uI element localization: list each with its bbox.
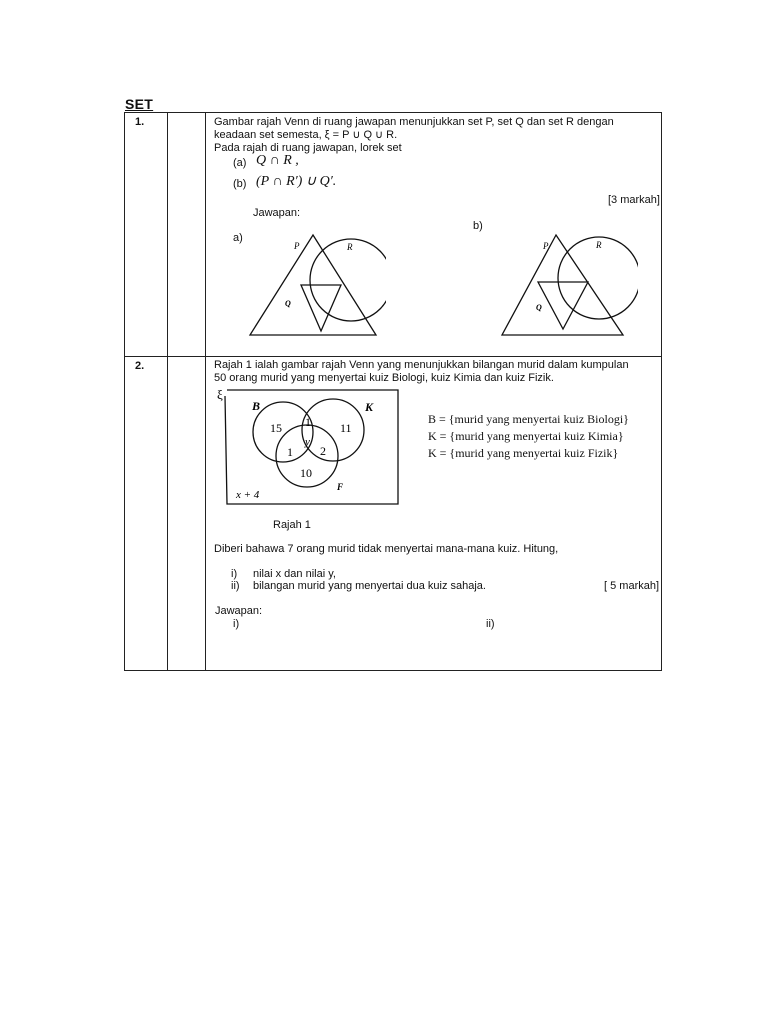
label-p: P (543, 241, 549, 251)
q2-item-i-label: i) (231, 568, 238, 580)
label-r: R (596, 240, 602, 250)
region-center: y (305, 436, 310, 448)
q2-line-2: 50 orang murid yang menyertai kuiz Biologi, kuiz Kimia dan kuiz Fizik. (214, 372, 554, 384)
question-2-content (206, 357, 662, 671)
q1-part-a-expression: Q ∩ R , (256, 153, 299, 168)
set-title: SET (125, 96, 154, 112)
label-q: Q (285, 299, 291, 308)
question-2-row (125, 357, 662, 671)
q2-jawapan-label: Jawapan: (215, 605, 263, 617)
q1-part-b-label: (b) (233, 178, 247, 190)
q2-line-1: Rajah 1 ialah gambar rajah Venn yang menunjukkan bilangan murid dalam kumpulan (214, 359, 629, 371)
venn-diagram-rajah-1 (216, 387, 406, 512)
label-r: R (347, 242, 353, 252)
question-2-marks-column (168, 357, 206, 671)
q1-part-b-expression: (P ∩ R′) ∪ Q′. (256, 174, 337, 189)
venn-diagram-a (246, 231, 386, 337)
region-b-f: 1 (287, 445, 293, 459)
triangle-q (538, 282, 588, 329)
q1-diagram-b-label: b) (473, 220, 483, 232)
q1-line-1: Gambar rajah Venn di ruang jawapan menunjukkan set P, set Q dan set R dengan (214, 116, 614, 128)
circle-b (253, 402, 313, 462)
q1-line-2: keadaan set semesta, ξ = P ∪ Q ∪ R. (214, 129, 398, 141)
q1-jawapan-label: Jawapan: (253, 207, 301, 219)
triangle-p (502, 235, 623, 335)
label-q: Q (536, 303, 542, 312)
definition-f: K = {murid yang menyertai kuiz Fizik} (428, 446, 619, 460)
q1-marks: [3 markah] (608, 194, 660, 206)
region-outside: x + 4 (236, 489, 260, 501)
q2-answer-ii-label: ii) (486, 618, 495, 630)
figure-caption: Rajah 1 (273, 519, 311, 531)
q2-given: Diberi bahawa 7 orang murid tidak menyertai mana-mana kuiz. Hitung, (214, 543, 559, 555)
q1-diagram-a-label: a) (233, 232, 243, 244)
q2-item-ii-label: ii) (231, 580, 240, 592)
circle-k (302, 399, 364, 461)
question-1-content (206, 113, 662, 357)
label-f: F (337, 482, 344, 492)
question-1-number: 1. (125, 113, 168, 357)
q1-line-3: Pada rajah di ruang jawapan, lorek set (214, 142, 402, 154)
question-1-row (125, 113, 662, 357)
question-2-number: 2. (125, 357, 168, 671)
definition-b: B = {murid yang menyertai kuiz Biologi} (428, 412, 629, 426)
region-b-only: 15 (270, 421, 282, 435)
region-b-k: 1 (305, 415, 311, 429)
q1-part-a-label: (a) (233, 157, 247, 169)
q2-item-ii: bilangan murid yang menyertai dua kuiz sahaja. (253, 580, 486, 592)
region-k-f: 2 (320, 444, 326, 458)
definition-k: K = {murid yang menyertai kuiz Kimia} (428, 429, 624, 443)
universal-symbol: ξ (217, 387, 223, 402)
label-p: P (294, 241, 300, 251)
question-table (124, 112, 662, 671)
label-k: K (365, 400, 374, 414)
question-1-marks-column (168, 113, 206, 357)
q2-marks: [ 5 markah] (604, 580, 660, 592)
label-b: B (252, 399, 261, 413)
q2-answer-i-label: i) (233, 618, 240, 630)
q2-item-i: nilai x dan nilai y, (253, 568, 336, 580)
region-k-only: 11 (340, 421, 352, 435)
venn-diagram-b (498, 231, 638, 337)
region-f-only: 10 (300, 466, 312, 480)
